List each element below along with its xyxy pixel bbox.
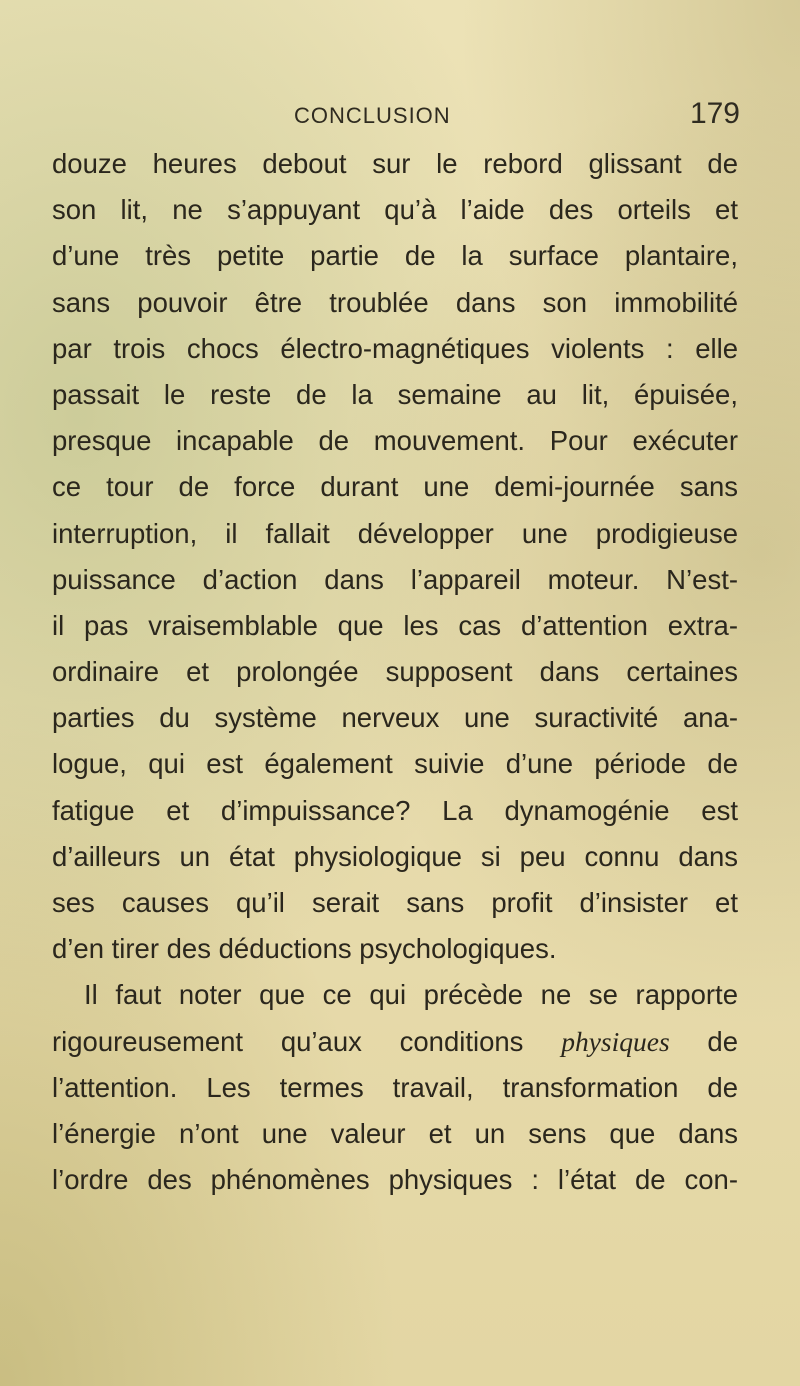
text-line: l’ordre des phénomènes physiques : l’état de con- — [52, 1164, 738, 1196]
body-text — [52, 141, 738, 1203]
text-line-with-italic — [52, 1019, 738, 1065]
text-line: l’attention. Les termes travail, transformation de — [52, 1071, 738, 1103]
text-line: par trois chocs électro-magnétiques violents : elle — [52, 332, 738, 364]
text-line: ce tour de force durant une demi-journée sans — [52, 471, 738, 503]
text-line: d’ailleurs un état physiologique si peu connu dans — [52, 840, 738, 872]
text-line: presque incapable de mouvement. Pour exécuter — [52, 425, 738, 457]
text-segment: de — [707, 1025, 738, 1057]
text-line: parties du système nerveux une suractivité ana- — [52, 702, 738, 734]
text-line: douze heures debout sur le rebord glissant de — [52, 148, 738, 179]
text-line: son lit, ne s’appuyant qu’à l’aide des orteils et — [52, 194, 738, 226]
text-segment: rigoureusement qu’aux conditions — [52, 1025, 524, 1057]
text-line: interruption, il fallait développer une prodigieuse — [52, 517, 738, 549]
italic-word: physiques — [561, 1025, 670, 1057]
text-line: passait le reste de la semaine au lit, épuisée, — [52, 378, 738, 410]
text-line: l’énergie n’ont une valeur et un sens que dans — [52, 1117, 738, 1149]
page-number: 179 — [689, 97, 740, 130]
text-line: sans pouvoir être troublée dans son immobilité — [52, 286, 738, 318]
text-line: puissance d’action dans l’appareil moteur. N’est- — [52, 563, 738, 595]
text-line: ses causes qu’il serait sans profit d’insister et — [52, 887, 738, 918]
section-title: CONCLUSION — [294, 103, 451, 128]
text-line: Il faut noter que ce qui précède ne se rapporte — [84, 979, 738, 1011]
text-line: il pas vraisemblable que les cas d’attention extra- — [52, 609, 738, 641]
running-head — [270, 97, 740, 137]
text-line: fatigue et d’impuissance? La dynamogénie est — [52, 794, 738, 826]
text-line: d’en tirer des déductions psychologiques. — [52, 933, 557, 965]
text-line: logue, qui est également suivie d’une période de — [52, 748, 738, 780]
text-line: ordinaire et prolongée supposent dans certaines — [52, 656, 738, 688]
text-line: d’une très petite partie de la surface plantaire, — [52, 240, 738, 272]
